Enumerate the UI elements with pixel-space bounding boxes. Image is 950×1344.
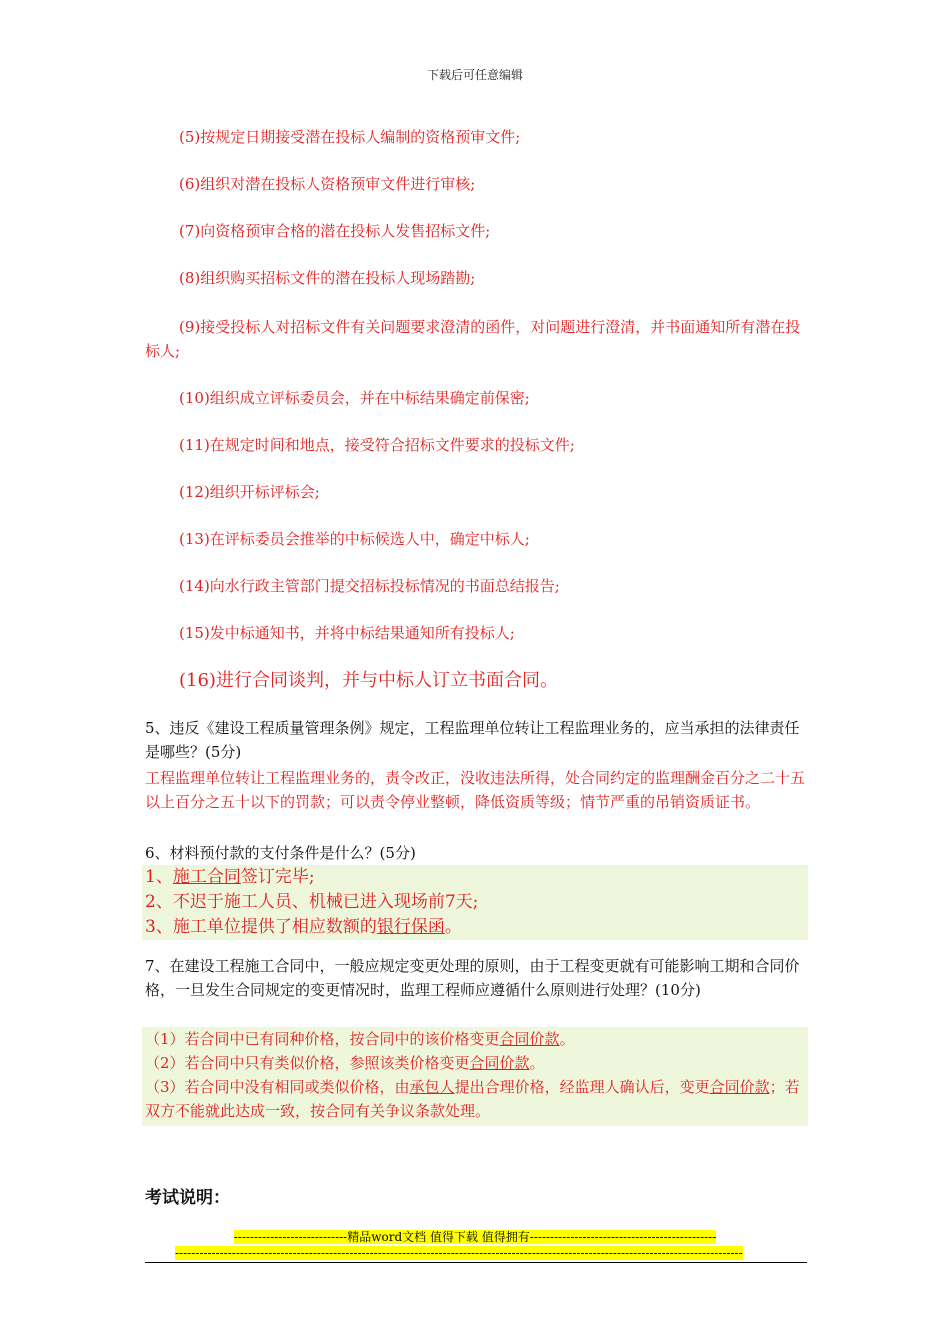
answer-6-item-3 (142, 915, 808, 940)
step-6: (6)组织对潜在投标人资格预审文件进行审核; (179, 175, 476, 193)
answer-7-item-1-end: 。 (559, 1030, 575, 1048)
construction-contract-link[interactable]: 施工合同 (172, 867, 241, 887)
answer-6-item-1 (142, 865, 808, 890)
answer-7-item-1-text: （1）若合同中已有同种价格，按合同中的该价格变更 (145, 1030, 500, 1048)
answer-7-box (142, 1027, 808, 1126)
answer-6-item-2: 2、不迟于施工人员、机械已进入现场前7天; (145, 892, 479, 912)
answer-7-item-3 (142, 1075, 808, 1123)
step-10: (10)组织成立评标委员会，并在中标结果确定前保密; (179, 389, 530, 407)
exam-notes-heading: 考试说明： (145, 1188, 230, 1208)
step-7: (7)向资格预审合格的潜在投标人发售招标文件; (179, 222, 491, 240)
question-5: 5、违反《建设工程质量管理条例》规定，工程监理单位转让工程监理业务的，应当承担的法律责任是哪些？(5分) (145, 719, 800, 761)
step-14: (14)向水行政主管部门提交招标投标情况的书面总结报告; (179, 577, 560, 595)
contract-price-link-3[interactable]: 合同价款 (709, 1078, 770, 1096)
step-5: (5)按规定日期接受潜在投标人编制的资格预审文件; (179, 128, 521, 146)
answer-6-box (142, 865, 808, 940)
footer-dash-line: -------------------------------------------------------------------------------------------------------------------------------------------- (175, 1246, 743, 1260)
footer-line-2 (175, 1245, 775, 1261)
page-header: 下载后可任意编辑 (426, 68, 523, 82)
answer-7-item-2-end: 。 (529, 1054, 545, 1072)
answer-7-item-2 (142, 1051, 808, 1075)
answer-6-item-1-text: 签订完毕; (240, 867, 315, 887)
step-12: (12)组织开标评标会; (179, 483, 320, 501)
question-6: 6、材料预付款的支付条件是什么？(5分) (145, 844, 416, 862)
answer-7-item-3-mid: 提出合理价格，经监理人确认后，变更 (454, 1078, 710, 1096)
step-8: (8)组织购买招标文件的潜在投标人现场踏勘; (179, 269, 476, 287)
footer-line-1 (175, 1229, 775, 1245)
step-16: (16)进行合同谈判，并与中标人订立书面合同。 (179, 670, 558, 691)
step-15: (15)发中标通知书，并将中标结果通知所有投标人; (179, 624, 515, 642)
step-13: (13)在评标委员会推举的中标候选人中，确定中标人; (179, 530, 530, 548)
contractor-link[interactable]: 承包人 (409, 1078, 455, 1096)
answer-5: 工程监理单位转让工程监理业务的，责令改正，没收违法所得，处合同约定的监理酬金百分之二十五以上百分之五十以下的罚款；可以责令停业整顿，降低资质等级；情节严重的吊销资质证书。 (145, 769, 806, 811)
answer-7-item-3-text: （3）若合同中没有相同或类似价格，由 (145, 1078, 410, 1096)
answer-7-item-2-text: （2）若合同中只有类似价格，参照该类价格变更 (145, 1054, 470, 1072)
question-7: 7、在建设工程施工合同中，一般应规定变更处理的原则，由于工程变更就有可能影响工期和合同价格，一旦发生合同规定的变更情况时，监理工程师应遵循什么原则进行处理？(10分) (145, 957, 800, 999)
answer-6-item-1-num: 1、 (145, 867, 173, 887)
contract-price-link-1[interactable]: 合同价款 (499, 1030, 560, 1048)
contract-price-link-2[interactable]: 合同价款 (469, 1054, 530, 1072)
step-9: (9)接受投标人对招标文件有关问题要求澄清的函件，对问题进行澄清，并书面通知所有潜在投标人; (145, 318, 801, 360)
answer-7-item-1 (142, 1027, 808, 1051)
footer-rule (145, 1262, 807, 1263)
step-11: (11)在规定时间和地点，接受符合招标文件要求的投标文件; (179, 436, 575, 454)
bank-guarantee-link[interactable]: 银行保函 (376, 917, 445, 937)
answer-6-item-3-text: 3、施工单位提供了相应数额的 (145, 917, 377, 937)
answer-7-item-3-end: ；若双方不能就此达成一致，按合同有关争议条款处理。 (145, 1078, 800, 1120)
footer-banner-text: ----------------------------精品word文档 值得下载 值得拥有---------------------------------------------- (233, 1230, 717, 1244)
answer-6-item-3-end: 。 (444, 917, 462, 937)
